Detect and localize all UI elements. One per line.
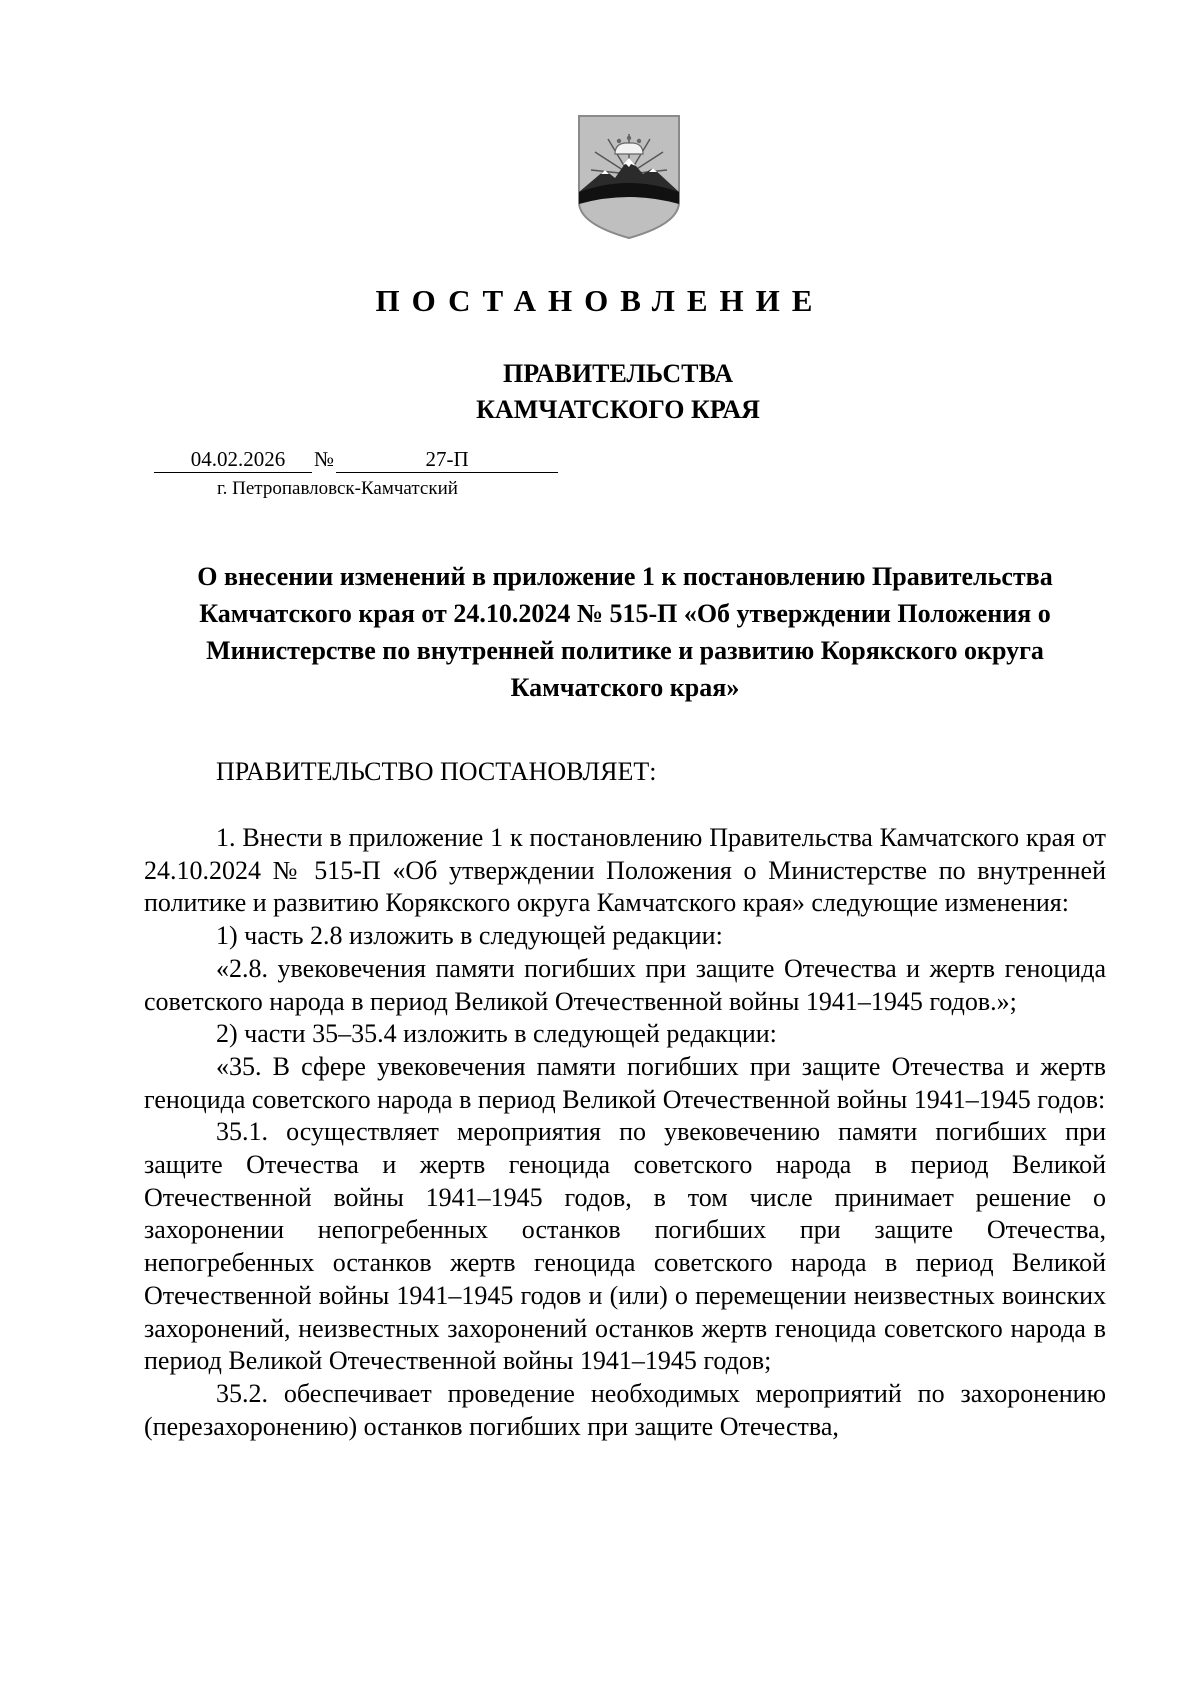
paragraph: 1) часть 2.8 изложить в следующей редакции:	[216, 921, 723, 951]
number-label: №	[314, 447, 335, 471]
paragraph: «2.8. увековечения памяти погибших при защите Отечества и жертв геноцида советского народа в период Великой Отечественной войны 1941–1945 годов.»;	[144, 953, 1106, 1016]
paragraph: 35.2. обеспечивает проведение необходимых мероприятий по захоронению (перезахоронению) останков погибших при защите Отечества,	[144, 1378, 1106, 1441]
document-type-heading: ПОСТАНОВЛЕНИЕ	[375, 283, 825, 318]
paragraph: 1. Внести в приложение 1 к постановлению Правительства Камчатского края от 24.10.2024 № 515-П «Об утверждении Положения о Министерстве по внутренней политике и развитию Корякского округа Камчатского края» следующие изменения:	[144, 823, 1106, 918]
issuer-heading	[0, 356, 1200, 428]
paragraph: «35. В сфере увековечения памяти погибших при защите Отечества и жертв геноцида советского народа в период Великой Отечественной войны 1941–1945 годов:	[144, 1051, 1106, 1114]
city-line: г. Петропавловск-Камчатский	[217, 478, 458, 499]
issuer-line-1: ПРАВИТЕЛЬСТВА	[503, 359, 733, 388]
document-number: 27-П	[336, 446, 558, 473]
paragraph: 2) части 35–35.4 изложить в следующей редакции:	[216, 1019, 777, 1049]
kamchatka-coat-of-arms-icon	[575, 112, 683, 242]
document-date: 04.02.2026	[154, 446, 312, 473]
paragraph: 35.1. осуществляет мероприятия по увековечению памяти погибших при защите Отечества и жертв геноцида советского народа в период Великой Отечественной войны 1941–1945 годов, в том числе принимает решение о захоронении непогребенных останков погибших при защите Отечества, непогребенных останков жертв геноцида советского народа в период Великой Отечественной войны 1941–1945 годов и (или) о перемещении неизвестных воинских захоронений, неизвестных захоронений останков жертв геноцида советского народа в период Великой Отечественной войны 1941–1945 годов;	[144, 1117, 1106, 1376]
preamble: ПРАВИТЕЛЬСТВО ПОСТАНОВЛЯЕТ:	[216, 757, 657, 786]
date-number-line	[154, 446, 558, 473]
issuer-line-2: КАМЧАТСКОГО КРАЯ	[476, 395, 760, 424]
document-title: О внесении изменений в приложение 1 к постановлению Правительства Камчатского края от 24.10.2024 № 515-П «Об утверждении Положения о Министерстве по внутренней политике и развитию Корякского округа Камчатского края»	[197, 562, 1053, 702]
document-body	[144, 822, 1106, 1443]
